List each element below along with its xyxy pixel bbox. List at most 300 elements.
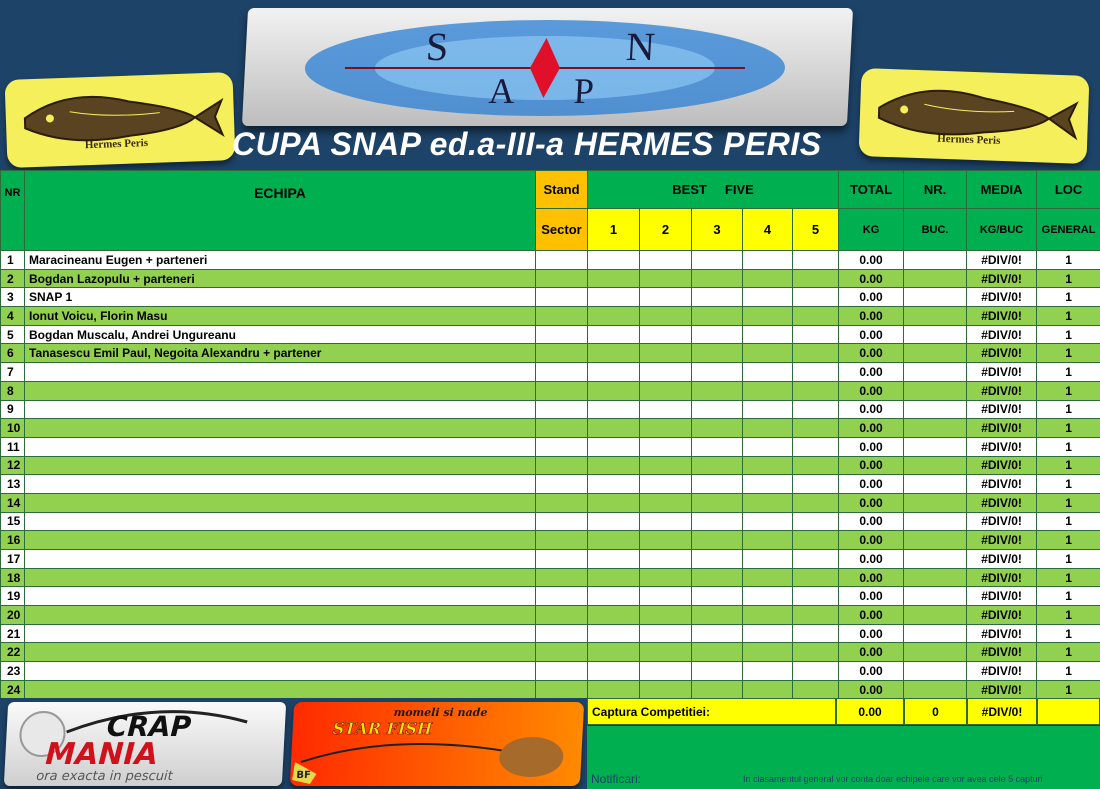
best-2-cell[interactable]: [640, 325, 692, 344]
team-name-cell[interactable]: Bogdan Lazopulu + parteneri: [25, 269, 536, 288]
best-2-cell[interactable]: [640, 587, 692, 606]
media-cell[interactable]: #DIV/0!: [967, 512, 1037, 531]
best-4-cell[interactable]: [743, 288, 793, 307]
row-nr[interactable]: 10: [1, 419, 25, 438]
nr-buc-cell[interactable]: [904, 512, 967, 531]
media-cell[interactable]: #DIV/0!: [967, 531, 1037, 550]
team-name-cell[interactable]: [25, 363, 536, 382]
media-cell[interactable]: #DIV/0!: [967, 269, 1037, 288]
total-kg-cell[interactable]: 0.00: [839, 643, 904, 662]
best-3-cell[interactable]: [692, 363, 743, 382]
best-1-cell[interactable]: [588, 531, 640, 550]
total-kg-cell[interactable]: 0.00: [839, 550, 904, 569]
stand-sector-cell[interactable]: [536, 437, 588, 456]
nr-buc-cell[interactable]: [904, 363, 967, 382]
nr-buc-cell[interactable]: [904, 550, 967, 569]
best-4-cell[interactable]: [743, 363, 793, 382]
media-cell[interactable]: #DIV/0!: [967, 381, 1037, 400]
stand-sector-cell[interactable]: [536, 606, 588, 625]
best-1-cell[interactable]: [588, 456, 640, 475]
team-name-cell[interactable]: [25, 568, 536, 587]
nr-buc-cell[interactable]: [904, 325, 967, 344]
total-kg-cell[interactable]: 0.00: [839, 381, 904, 400]
media-cell[interactable]: #DIV/0!: [967, 606, 1037, 625]
best-2-cell[interactable]: [640, 456, 692, 475]
best-2-cell[interactable]: [640, 493, 692, 512]
loc-general-cell[interactable]: 1: [1037, 606, 1100, 625]
row-nr[interactable]: 11: [1, 437, 25, 456]
best-3-cell[interactable]: [692, 344, 743, 363]
total-kg-cell[interactable]: 0.00: [839, 288, 904, 307]
best-5-cell[interactable]: [793, 493, 839, 512]
best-3-cell[interactable]: [692, 475, 743, 494]
row-nr[interactable]: 12: [1, 456, 25, 475]
team-name-cell[interactable]: [25, 493, 536, 512]
table-row: [1, 456, 1100, 475]
team-name-cell[interactable]: Tanasescu Emil Paul, Negoita Alexandru + partener: [25, 344, 536, 363]
row-nr[interactable]: 6: [1, 344, 25, 363]
best-2-cell[interactable]: [640, 475, 692, 494]
best-1-cell[interactable]: [588, 662, 640, 681]
best-2-cell[interactable]: [640, 512, 692, 531]
team-name-cell[interactable]: [25, 531, 536, 550]
media-cell[interactable]: #DIV/0!: [967, 568, 1037, 587]
total-kg-cell[interactable]: 0.00: [839, 269, 904, 288]
total-kg-cell[interactable]: 0.00: [839, 606, 904, 625]
stand-sector-cell[interactable]: [536, 381, 588, 400]
total-kg-cell[interactable]: 0.00: [839, 568, 904, 587]
best-3-cell[interactable]: [692, 269, 743, 288]
stand-sector-cell[interactable]: [536, 363, 588, 382]
best-5-cell[interactable]: [793, 269, 839, 288]
stand-sector-cell[interactable]: [536, 587, 588, 606]
best-5-cell[interactable]: [793, 587, 839, 606]
team-name-cell[interactable]: [25, 437, 536, 456]
best-5-cell[interactable]: [793, 662, 839, 681]
best-3-cell[interactable]: [692, 400, 743, 419]
stand-sector-cell[interactable]: [536, 550, 588, 569]
row-nr[interactable]: 5: [1, 325, 25, 344]
best-1-cell[interactable]: [588, 344, 640, 363]
stand-sector-cell[interactable]: [536, 307, 588, 326]
total-kg-cell[interactable]: 0.00: [839, 531, 904, 550]
best-3-cell[interactable]: [692, 493, 743, 512]
loc-general-cell[interactable]: 1: [1037, 363, 1100, 382]
stand-sector-cell[interactable]: [536, 662, 588, 681]
nr-buc-cell[interactable]: [904, 662, 967, 681]
team-name-cell[interactable]: [25, 400, 536, 419]
row-nr[interactable]: 2: [1, 269, 25, 288]
row-nr[interactable]: 18: [1, 568, 25, 587]
media-cell[interactable]: #DIV/0!: [967, 251, 1037, 270]
nr-buc-cell[interactable]: [904, 624, 967, 643]
stand-sector-cell[interactable]: [536, 643, 588, 662]
team-name-cell[interactable]: Ionut Voicu, Florin Masu: [25, 307, 536, 326]
total-kg-cell[interactable]: 0.00: [839, 307, 904, 326]
best-2-cell[interactable]: [640, 419, 692, 438]
best-4-cell[interactable]: [743, 512, 793, 531]
best-4-cell[interactable]: [743, 400, 793, 419]
best-4-cell[interactable]: [743, 587, 793, 606]
best-2-cell[interactable]: [640, 662, 692, 681]
nr-buc-cell[interactable]: [904, 269, 967, 288]
row-nr[interactable]: 16: [1, 531, 25, 550]
best-1-cell[interactable]: [588, 568, 640, 587]
media-cell[interactable]: #DIV/0!: [967, 493, 1037, 512]
row-nr[interactable]: 21: [1, 624, 25, 643]
loc-general-cell[interactable]: 1: [1037, 344, 1100, 363]
best-1-cell[interactable]: [588, 550, 640, 569]
best-2-cell[interactable]: [640, 381, 692, 400]
team-name-cell[interactable]: [25, 680, 536, 699]
best-3-cell[interactable]: [692, 381, 743, 400]
row-nr[interactable]: 14: [1, 493, 25, 512]
best-3-cell[interactable]: [692, 643, 743, 662]
best-5-cell[interactable]: [793, 307, 839, 326]
media-cell[interactable]: #DIV/0!: [967, 587, 1037, 606]
best-3-cell[interactable]: [692, 568, 743, 587]
row-nr[interactable]: 8: [1, 381, 25, 400]
col-header-general: GENERAL: [1037, 209, 1100, 251]
stand-sector-cell[interactable]: [536, 344, 588, 363]
stand-sector-cell[interactable]: [536, 400, 588, 419]
total-kg-cell[interactable]: 0.00: [839, 456, 904, 475]
stand-sector-cell[interactable]: [536, 512, 588, 531]
team-name-cell[interactable]: [25, 643, 536, 662]
loc-general-cell[interactable]: 1: [1037, 251, 1100, 270]
loc-general-cell[interactable]: 1: [1037, 419, 1100, 438]
media-cell[interactable]: #DIV/0!: [967, 456, 1037, 475]
row-nr[interactable]: 20: [1, 606, 25, 625]
best-2-cell[interactable]: [640, 680, 692, 699]
team-name-cell[interactable]: Maracineanu Eugen + parteneri: [25, 251, 536, 270]
best-5-cell[interactable]: [793, 643, 839, 662]
team-name-cell[interactable]: [25, 381, 536, 400]
best-2-cell[interactable]: [640, 344, 692, 363]
total-kg-cell[interactable]: 0.00: [839, 325, 904, 344]
media-cell[interactable]: #DIV/0!: [967, 419, 1037, 438]
nr-buc-cell[interactable]: [904, 437, 967, 456]
loc-general-cell[interactable]: 1: [1037, 662, 1100, 681]
best-2-cell[interactable]: [640, 568, 692, 587]
page-title: CUPA SNAP ed.a-III-a HERMES PERIS: [232, 126, 822, 162]
stand-sector-cell[interactable]: [536, 251, 588, 270]
best-1-cell[interactable]: [588, 437, 640, 456]
best-1-cell[interactable]: [588, 419, 640, 438]
best-5-cell[interactable]: [793, 288, 839, 307]
team-name-cell[interactable]: [25, 512, 536, 531]
media-cell[interactable]: #DIV/0!: [967, 288, 1037, 307]
best-2-cell[interactable]: [640, 624, 692, 643]
nr-buc-cell[interactable]: [904, 606, 967, 625]
loc-general-cell[interactable]: 1: [1037, 307, 1100, 326]
row-nr[interactable]: 13: [1, 475, 25, 494]
best-4-cell[interactable]: [743, 251, 793, 270]
hermes-badge-text: Hermes Peris: [84, 137, 149, 152]
loc-general-cell[interactable]: 1: [1037, 437, 1100, 456]
team-name-cell[interactable]: SNAP 1: [25, 288, 536, 307]
total-kg-cell[interactable]: 0.00: [839, 662, 904, 681]
total-kg-cell[interactable]: 0.00: [839, 493, 904, 512]
best-4-cell[interactable]: [743, 419, 793, 438]
best-5-cell[interactable]: [793, 400, 839, 419]
team-name-cell[interactable]: [25, 587, 536, 606]
best-1-cell[interactable]: [588, 606, 640, 625]
best-5-cell[interactable]: [793, 363, 839, 382]
stand-sector-cell[interactable]: [536, 493, 588, 512]
best-4-cell[interactable]: [743, 624, 793, 643]
loc-general-cell[interactable]: 1: [1037, 587, 1100, 606]
best-5-cell[interactable]: [793, 419, 839, 438]
loc-general-cell[interactable]: 1: [1037, 680, 1100, 699]
loc-general-cell[interactable]: 1: [1037, 288, 1100, 307]
stand-sector-cell[interactable]: [536, 624, 588, 643]
best-3-cell[interactable]: [692, 307, 743, 326]
best-3-cell[interactable]: [692, 325, 743, 344]
best-5-cell[interactable]: [793, 475, 839, 494]
loc-general-cell[interactable]: 1: [1037, 400, 1100, 419]
best-1-cell[interactable]: [588, 251, 640, 270]
loc-general-cell[interactable]: 1: [1037, 568, 1100, 587]
media-cell[interactable]: #DIV/0!: [967, 624, 1037, 643]
stand-sector-cell[interactable]: [536, 269, 588, 288]
best-3-cell[interactable]: [692, 456, 743, 475]
total-kg-cell[interactable]: 0.00: [839, 587, 904, 606]
stand-sector-cell[interactable]: [536, 475, 588, 494]
best-1-cell[interactable]: [588, 307, 640, 326]
best-3-cell[interactable]: [692, 288, 743, 307]
best-1-cell[interactable]: [588, 325, 640, 344]
media-cell[interactable]: #DIV/0!: [967, 344, 1037, 363]
total-kg-cell[interactable]: 0.00: [839, 363, 904, 382]
best-5-cell[interactable]: [793, 344, 839, 363]
stand-sector-cell[interactable]: [536, 456, 588, 475]
best-1-cell[interactable]: [588, 475, 640, 494]
media-cell[interactable]: #DIV/0!: [967, 662, 1037, 681]
best-3-cell[interactable]: [692, 624, 743, 643]
best-3-cell[interactable]: [692, 550, 743, 569]
media-cell[interactable]: #DIV/0!: [967, 643, 1037, 662]
total-kg-cell[interactable]: 0.00: [839, 251, 904, 270]
team-name-cell[interactable]: Bogdan Muscalu, Andrei Ungureanu: [25, 325, 536, 344]
best-3-cell[interactable]: [692, 662, 743, 681]
best-5-cell[interactable]: [793, 251, 839, 270]
best-5-cell[interactable]: [793, 512, 839, 531]
stand-sector-cell[interactable]: [536, 680, 588, 699]
loc-general-cell[interactable]: 1: [1037, 456, 1100, 475]
row-nr[interactable]: 4: [1, 307, 25, 326]
row-nr[interactable]: 1: [1, 251, 25, 270]
row-nr[interactable]: 24: [1, 680, 25, 699]
nr-buc-cell[interactable]: [904, 493, 967, 512]
loc-general-cell[interactable]: 1: [1037, 381, 1100, 400]
total-kg-cell[interactable]: 0.00: [839, 624, 904, 643]
best-1-cell[interactable]: [588, 643, 640, 662]
nr-buc-cell[interactable]: [904, 288, 967, 307]
nr-buc-cell[interactable]: [904, 643, 967, 662]
team-name-cell[interactable]: [25, 419, 536, 438]
best-5-cell[interactable]: [793, 550, 839, 569]
media-cell[interactable]: #DIV/0!: [967, 325, 1037, 344]
best-4-cell[interactable]: [743, 680, 793, 699]
media-cell[interactable]: #DIV/0!: [967, 550, 1037, 569]
loc-general-cell[interactable]: 1: [1037, 325, 1100, 344]
best-4-cell[interactable]: [743, 381, 793, 400]
best-2-cell[interactable]: [640, 550, 692, 569]
col-header-buc: BUC.: [904, 209, 967, 251]
loc-general-cell[interactable]: 1: [1037, 531, 1100, 550]
best-1-cell[interactable]: [588, 363, 640, 382]
best-2-cell[interactable]: [640, 269, 692, 288]
row-nr[interactable]: 3: [1, 288, 25, 307]
stand-sector-cell[interactable]: [536, 568, 588, 587]
nr-buc-cell[interactable]: [904, 531, 967, 550]
loc-general-cell[interactable]: 1: [1037, 512, 1100, 531]
best-3-cell[interactable]: [692, 512, 743, 531]
loc-general-cell[interactable]: 1: [1037, 475, 1100, 494]
best-1-cell[interactable]: [588, 400, 640, 419]
best-3-cell[interactable]: [692, 531, 743, 550]
best-4-cell[interactable]: [743, 643, 793, 662]
best-4-cell[interactable]: [743, 475, 793, 494]
nr-buc-cell[interactable]: [904, 400, 967, 419]
total-kg-cell[interactable]: 0.00: [839, 680, 904, 699]
best-1-cell[interactable]: [588, 624, 640, 643]
best-5-cell[interactable]: [793, 531, 839, 550]
stand-sector-cell[interactable]: [536, 288, 588, 307]
best-2-cell[interactable]: [640, 643, 692, 662]
best-2-cell[interactable]: [640, 437, 692, 456]
best-5-cell[interactable]: [793, 437, 839, 456]
col-header-loc: LOC: [1037, 171, 1100, 209]
best-5-cell[interactable]: [793, 325, 839, 344]
best-2-cell[interactable]: [640, 363, 692, 382]
nr-buc-cell[interactable]: [904, 381, 967, 400]
best-3-cell[interactable]: [692, 587, 743, 606]
table-row: [1, 288, 1100, 307]
best-5-cell[interactable]: [793, 568, 839, 587]
total-kg-cell[interactable]: 0.00: [839, 400, 904, 419]
total-kg-cell[interactable]: 0.00: [839, 437, 904, 456]
best-4-cell[interactable]: [743, 269, 793, 288]
best-4-cell[interactable]: [743, 568, 793, 587]
nr-buc-cell[interactable]: [904, 344, 967, 363]
best-4-cell[interactable]: [743, 493, 793, 512]
total-kg-cell[interactable]: 0.00: [839, 419, 904, 438]
total-kg-cell[interactable]: 0.00: [839, 512, 904, 531]
best-2-cell[interactable]: [640, 606, 692, 625]
team-name-cell[interactable]: [25, 624, 536, 643]
nr-buc-cell[interactable]: [904, 251, 967, 270]
best-1-cell[interactable]: [588, 381, 640, 400]
best-2-cell[interactable]: [640, 531, 692, 550]
best-1-cell[interactable]: [588, 493, 640, 512]
best-4-cell[interactable]: [743, 606, 793, 625]
col-header-nr-buc: NR.: [904, 171, 967, 209]
row-nr[interactable]: 22: [1, 643, 25, 662]
nr-buc-cell[interactable]: [904, 307, 967, 326]
media-cell[interactable]: #DIV/0!: [967, 400, 1037, 419]
row-nr[interactable]: 19: [1, 587, 25, 606]
best-5-cell[interactable]: [793, 456, 839, 475]
best-4-cell[interactable]: [743, 344, 793, 363]
col-header-best-3: 3: [692, 209, 743, 251]
best-1-cell[interactable]: [588, 269, 640, 288]
best-4-cell[interactable]: [743, 437, 793, 456]
loc-general-cell[interactable]: 1: [1037, 550, 1100, 569]
team-name-cell[interactable]: [25, 550, 536, 569]
loc-general-cell[interactable]: 1: [1037, 643, 1100, 662]
row-nr[interactable]: 9: [1, 400, 25, 419]
stand-sector-cell[interactable]: [536, 419, 588, 438]
media-cell[interactable]: #DIV/0!: [967, 680, 1037, 699]
best-3-cell[interactable]: [692, 419, 743, 438]
team-name-cell[interactable]: [25, 662, 536, 681]
best-1-cell[interactable]: [588, 288, 640, 307]
total-kg-cell[interactable]: 0.00: [839, 475, 904, 494]
best-4-cell[interactable]: [743, 307, 793, 326]
nr-buc-cell[interactable]: [904, 568, 967, 587]
crap-mania-logo-graphic: [4, 702, 286, 786]
best-5-cell[interactable]: [793, 381, 839, 400]
media-cell[interactable]: #DIV/0!: [967, 437, 1037, 456]
nr-buc-cell[interactable]: [904, 680, 967, 699]
best-3-cell[interactable]: [692, 606, 743, 625]
row-nr[interactable]: 23: [1, 662, 25, 681]
table-row: [1, 475, 1100, 494]
row-nr[interactable]: 17: [1, 550, 25, 569]
best-4-cell[interactable]: [743, 662, 793, 681]
best-1-cell[interactable]: [588, 512, 640, 531]
best-5-cell[interactable]: [793, 606, 839, 625]
loc-general-cell[interactable]: 1: [1037, 269, 1100, 288]
team-name-cell[interactable]: [25, 456, 536, 475]
total-kg-cell[interactable]: 0.00: [839, 344, 904, 363]
stand-sector-cell[interactable]: [536, 531, 588, 550]
capture-total: 0.00: [836, 698, 904, 725]
best-4-cell[interactable]: [743, 456, 793, 475]
best-2-cell[interactable]: [640, 288, 692, 307]
best-4-cell[interactable]: [743, 325, 793, 344]
best-1-cell[interactable]: [588, 680, 640, 699]
media-cell[interactable]: #DIV/0!: [967, 363, 1037, 382]
loc-general-cell[interactable]: 1: [1037, 624, 1100, 643]
best-1-cell[interactable]: [588, 587, 640, 606]
best-4-cell[interactable]: [743, 550, 793, 569]
best-3-cell[interactable]: [692, 437, 743, 456]
loc-general-cell[interactable]: 1: [1037, 493, 1100, 512]
team-name-cell[interactable]: [25, 606, 536, 625]
nr-buc-cell[interactable]: [904, 587, 967, 606]
best-5-cell[interactable]: [793, 680, 839, 699]
nr-buc-cell[interactable]: [904, 419, 967, 438]
media-cell[interactable]: #DIV/0!: [967, 475, 1037, 494]
best-2-cell[interactable]: [640, 251, 692, 270]
best-4-cell[interactable]: [743, 531, 793, 550]
row-nr[interactable]: 15: [1, 512, 25, 531]
team-name-cell[interactable]: [25, 475, 536, 494]
best-3-cell[interactable]: [692, 680, 743, 699]
row-nr[interactable]: 7: [1, 363, 25, 382]
best-3-cell[interactable]: [692, 251, 743, 270]
nr-buc-cell[interactable]: [904, 475, 967, 494]
stand-sector-cell[interactable]: [536, 325, 588, 344]
best-2-cell[interactable]: [640, 307, 692, 326]
media-cell[interactable]: #DIV/0!: [967, 307, 1037, 326]
nr-buc-cell[interactable]: [904, 456, 967, 475]
best-5-cell[interactable]: [793, 624, 839, 643]
best-2-cell[interactable]: [640, 400, 692, 419]
